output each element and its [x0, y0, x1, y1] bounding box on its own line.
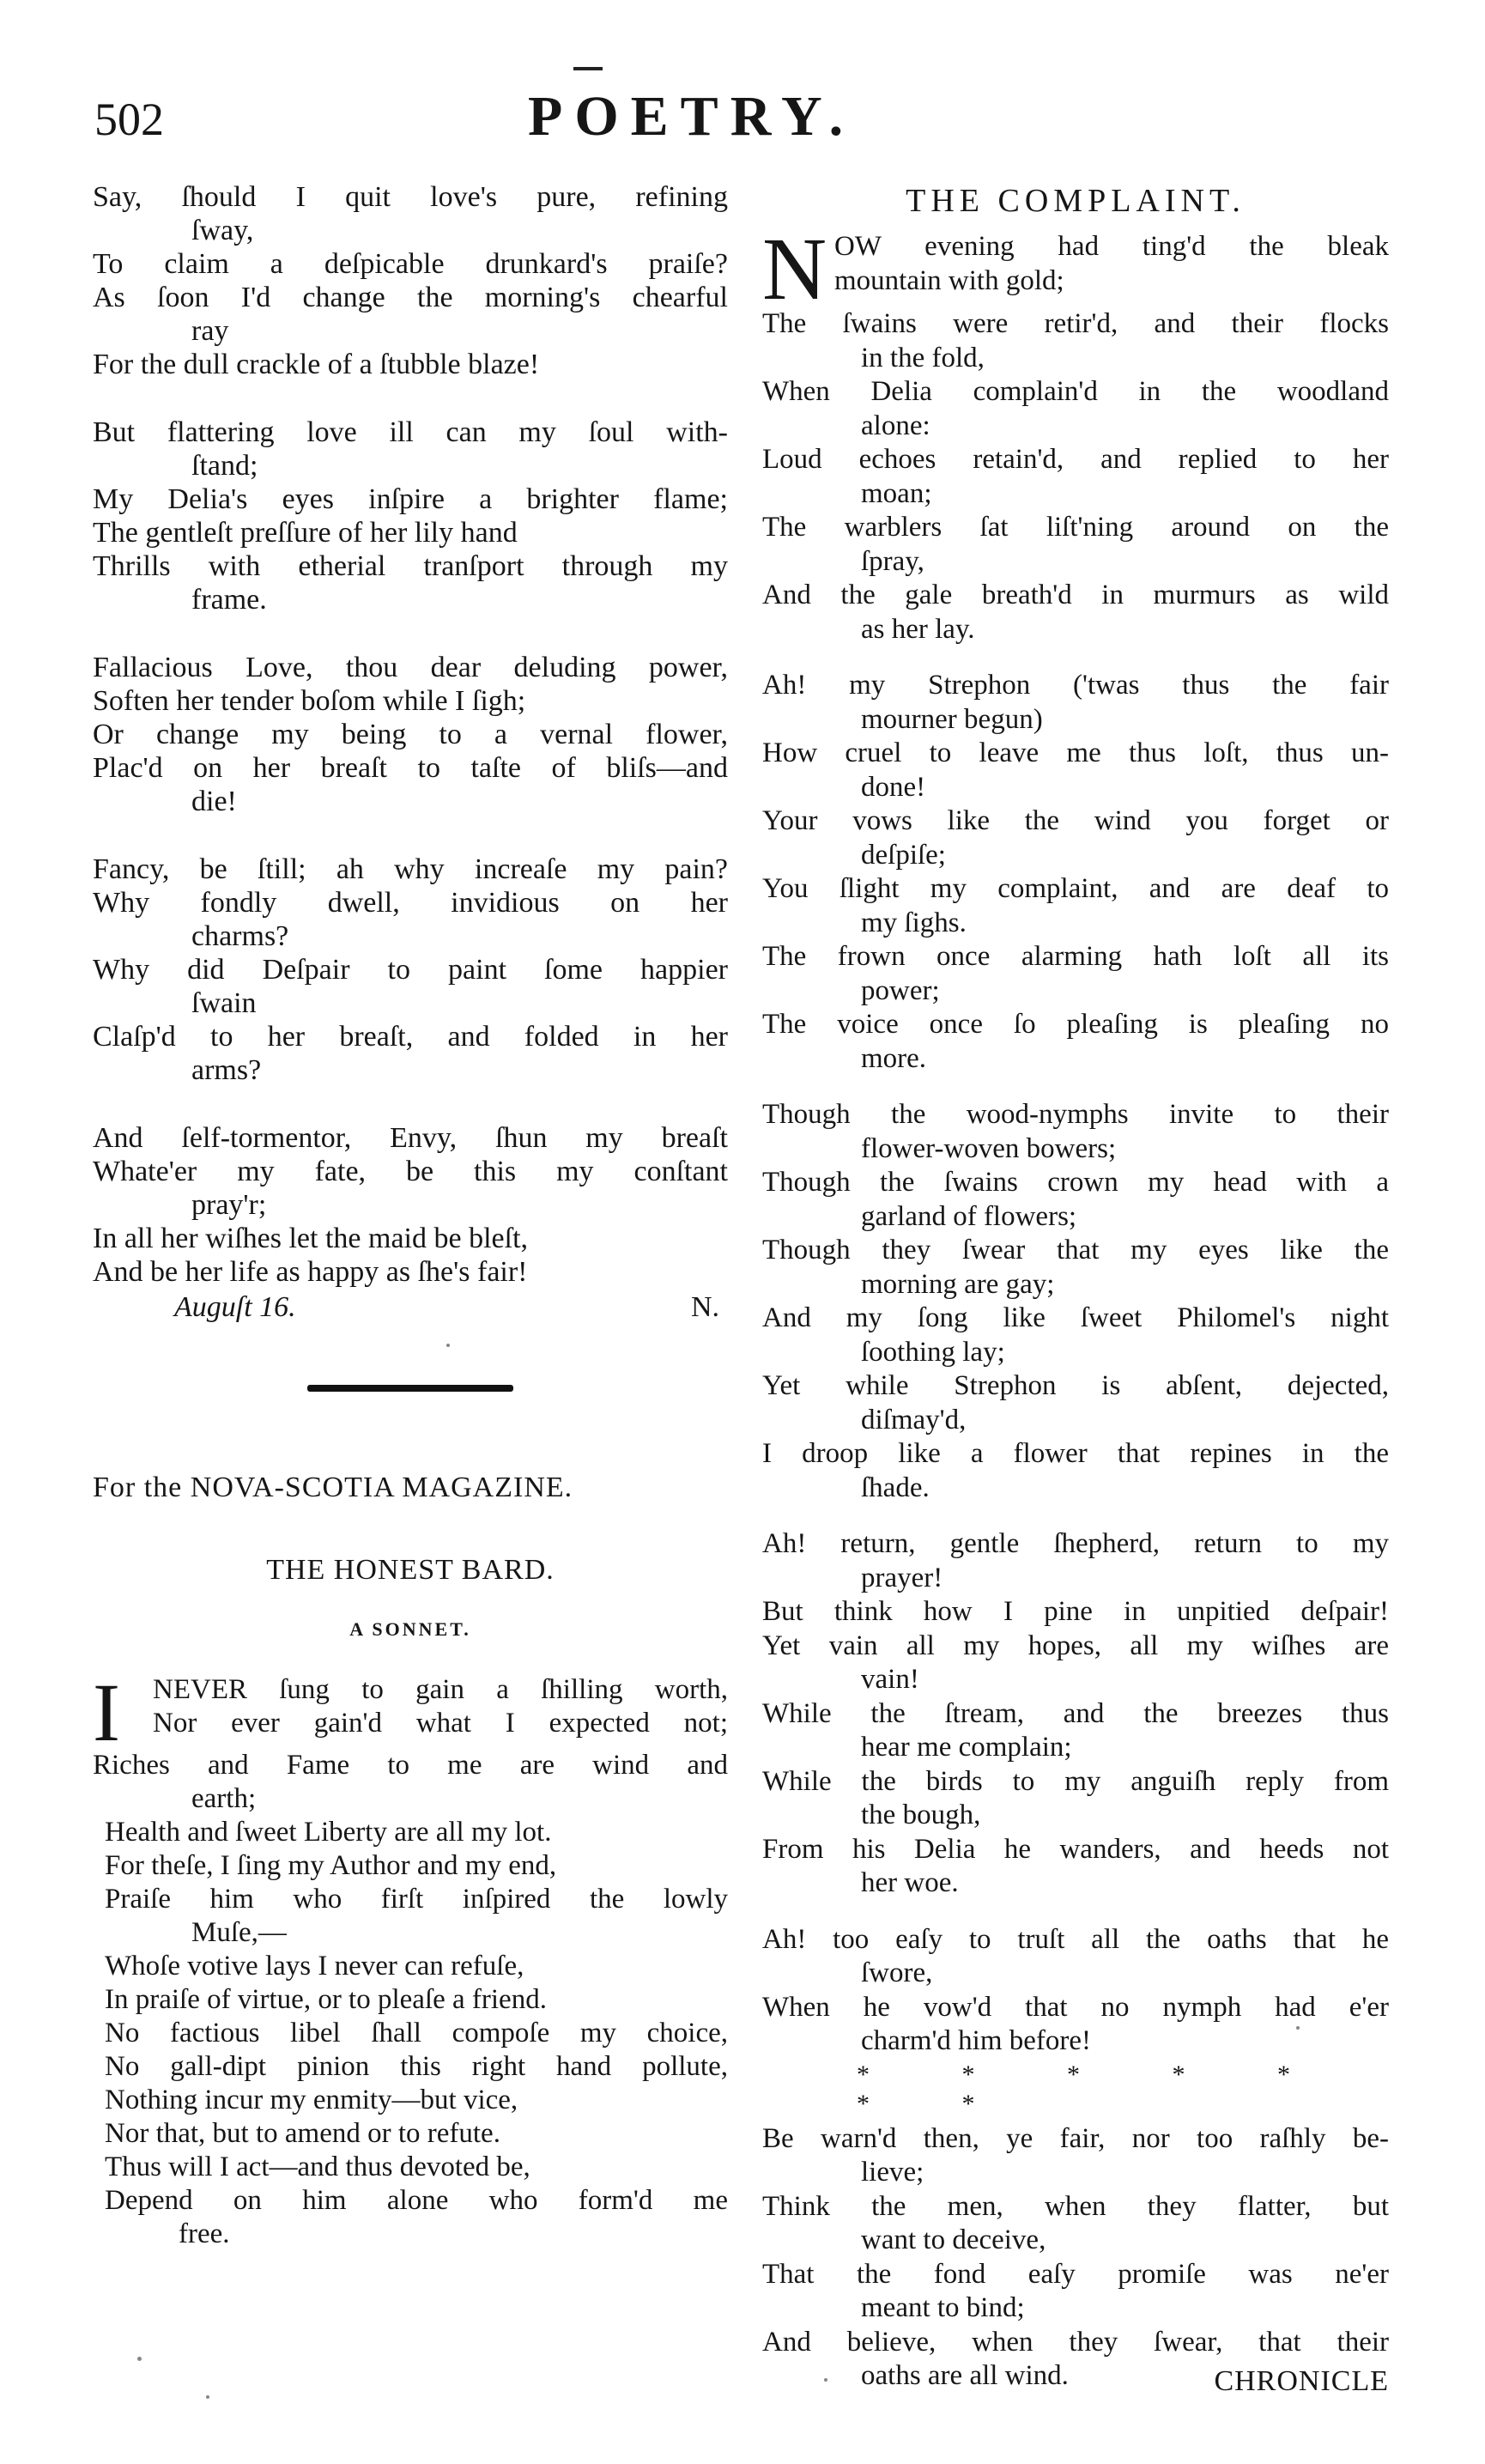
verse-line: Soften her tender boſom while I ſigh;: [93, 685, 526, 717]
verse-line: Ah! too eaſy to truſt all the oaths that he: [762, 1923, 1389, 1955]
signoff-date: Auguſt 16.: [174, 1291, 296, 1323]
verse-line: prayer!: [861, 1562, 943, 1593]
verse-line: Nor ever gain'd what I expected not;: [153, 1708, 728, 1739]
verse-line: ray: [191, 315, 229, 347]
verse-line: alone:: [861, 410, 930, 441]
section-divider-rule: [307, 1385, 513, 1392]
verse-line: From his Delia he wanders, and heeds not: [762, 1833, 1389, 1865]
asterism-separator: * * * * * * *: [857, 2060, 1333, 2118]
stanza: [93, 853, 728, 1087]
verse-line: earth;: [191, 1783, 257, 1814]
signoff: [93, 1290, 728, 1325]
verse-line: Muſe,—: [191, 1917, 287, 1948]
verse-line: hear me complain;: [861, 1732, 1072, 1763]
verse-line: To claim a deſpicable drunkard's praiſe?: [93, 248, 728, 280]
verse-line: pray'r;: [191, 1189, 267, 1221]
verse-line: Be warn'd then, ye fair, nor too raſhly be-: [762, 2122, 1389, 2154]
verse-line: For theſe, I ſing my Author and my end,: [105, 1850, 557, 1881]
verse-line: And the gale breath'd in murmurs as wild: [762, 580, 1389, 610]
page-number: 502: [94, 94, 164, 145]
verse-line: Depend on him alone who form'd me: [105, 2185, 728, 2216]
verse-line: Praiſe him who firſt inſpired the lowly: [105, 1884, 728, 1915]
verse-line: ſpray,: [861, 545, 924, 577]
verse-line: flower-woven bowers;: [861, 1132, 1117, 1164]
verse-line: die!: [191, 786, 237, 817]
verse-line: arms?: [191, 1054, 262, 1086]
verse-line: Thus will I act—and thus devoted be,: [105, 2151, 530, 2182]
verse-line: But flattering love ill can my ſoul with-: [93, 416, 728, 448]
verse-line: Fallacious Love, thou dear deluding power,: [93, 652, 728, 683]
verse-line: In all her wiſhes let the maid be bleſt,: [93, 1223, 529, 1254]
verse-line: the bough,: [861, 1799, 981, 1830]
verse-line: Or change my being to a vernal flower,: [93, 719, 728, 750]
stanza: [762, 220, 1389, 646]
stanza: [762, 2122, 1389, 2394]
ink-speck: [206, 2395, 209, 2399]
verse-line: Riches and Fame to me are wind and: [93, 1750, 728, 1781]
verse-line: moan;: [861, 477, 932, 509]
verse-line: No gall-dipt pinion this right hand pollute,: [105, 2051, 728, 2082]
verse-line: Though they ſwear that my eyes like the: [762, 1235, 1389, 1265]
ink-speck: [1296, 2026, 1300, 2030]
drop-cap: N: [762, 220, 827, 319]
poem-subtitle: A SONNET.: [349, 1618, 471, 1640]
section-heading: For the NOVA-SCOTIA MAGAZINE.: [93, 1472, 573, 1503]
verse-line: Claſp'd to her breaſt, and folded in her: [93, 1021, 728, 1053]
verse-line: For the dull crackle of a ſtubble blaze!: [93, 349, 540, 380]
verse-line: That the fond eaſy promiſe was ne'er: [762, 2258, 1389, 2290]
verse-line: frame.: [191, 584, 267, 616]
sonnet-body: [93, 1666, 728, 2251]
verse-line: more.: [861, 1042, 927, 1074]
verse-line: Say, ſhould I quit love's pure, refining: [93, 181, 728, 213]
verse-line: mourner begun): [861, 703, 1043, 735]
verse-line: OW evening had ting'd the bleak: [834, 231, 1389, 262]
verse-line: ſhade.: [861, 1472, 930, 1503]
ink-speck: [446, 1344, 450, 1347]
verse-line: want to deceive,: [861, 2224, 1046, 2255]
verse-line: Ah! return, gentle ſhepherd, return to my: [762, 1528, 1389, 1559]
verse-line: The warblers ſat liſt'ning around on the: [762, 512, 1389, 543]
verse-line: lieve;: [861, 2157, 924, 2188]
verse-line: mountain with gold;: [834, 264, 1064, 296]
signoff-initial: N.: [690, 1291, 719, 1323]
verse-line: ſwore,: [861, 1957, 933, 1988]
verse-line: oaths are all wind.: [861, 2360, 1069, 2391]
verse-line: The frown once alarming hath loſt all its: [762, 941, 1389, 972]
drop-cap: I: [93, 1666, 120, 1758]
verse-line: No factious libel ſhall compoſe my choice,: [105, 2018, 728, 2048]
verse-line: And believe, when they ſwear, that their: [762, 2326, 1389, 2358]
verse-line: garland of flowers;: [861, 1200, 1077, 1232]
verse-line: Thrills with etherial tranſport through my: [93, 550, 728, 582]
verse-line: Ah! my Strephon ('twas thus the fair: [762, 670, 1389, 701]
verse-line: Yet vain all my hopes, all my wiſhes are: [762, 1630, 1389, 1661]
poem-title: THE COMPLAINT.: [906, 183, 1246, 219]
verse-line: How cruel to leave me thus loſt, thus un-: [762, 737, 1389, 768]
verse-line: The gentleſt preſſure of her lily hand: [93, 517, 518, 549]
stanza: [762, 1098, 1389, 1505]
verse-line: My Delia's eyes inſpire a brighter flame;: [93, 483, 728, 515]
running-title: POETRY.: [528, 85, 856, 148]
verse-line: done!: [861, 771, 926, 803]
verse-line: In praiſe of virtue, or to pleaſe a friend.: [105, 1984, 547, 2015]
stanza: [762, 669, 1389, 1076]
verse-line: While the ſtream, and the breezes thus: [762, 1697, 1389, 1729]
verse-line: vain!: [861, 1664, 919, 1695]
running-header: [0, 0, 1485, 172]
verse-line: charms?: [191, 920, 289, 952]
verse-line: Why did Deſpair to paint ſome happier: [93, 954, 728, 986]
verse-line: As ſoon I'd change the morning's chearful: [93, 282, 728, 313]
verse-line: Though the wood-nymphs invite to their: [762, 1099, 1389, 1130]
verse-line: And my ſong like ſweet Philomel's night: [762, 1302, 1389, 1333]
verse-line: Nothing incur my enmity—but vice,: [105, 2085, 518, 2115]
verse-line: Your vows like the wind you forget or: [762, 805, 1389, 836]
verse-line: You ſlight my complaint, and are deaf to: [762, 873, 1389, 904]
stanza: [762, 1923, 1389, 2059]
verse-line: Though the ſwains crown my head with a: [762, 1167, 1389, 1198]
verse-line: Nor that, but to amend or to refute.: [105, 2118, 500, 2149]
verse-line: While the birds to my anguiſh reply from: [762, 1765, 1389, 1797]
verse-line: Health and ſweet Liberty are all my lot.: [105, 1817, 552, 1848]
verse-line: her woe.: [861, 1867, 959, 1898]
verse-line: ſtand;: [191, 450, 258, 482]
verse-line: The ſwains were retir'd, and their flocks: [762, 308, 1389, 339]
verse-line: ſwain: [191, 987, 257, 1019]
verse-line: ſway,: [191, 215, 254, 246]
stanza: [93, 651, 728, 818]
verse-line: And be her life as happy as ſhe's fair!: [93, 1256, 528, 1288]
left-column: [93, 180, 728, 2251]
verse-line: Yet while Strephon is abſent, dejected,: [762, 1370, 1389, 1401]
verse-line: The voice once ſo pleaſing is pleaſing no: [762, 1009, 1389, 1040]
right-column: [762, 180, 1389, 2394]
stanza: [93, 180, 728, 381]
verse-line: But think how I pine in unpitied deſpair!: [762, 1596, 1389, 1627]
verse-line: meant to bind;: [861, 2292, 1025, 2323]
verse-line: deſpiſe;: [861, 839, 946, 871]
verse-line: as her lay.: [861, 613, 975, 645]
verse-line: in the fold,: [861, 342, 985, 373]
verse-line: Whoſe votive lays I never can refuſe,: [105, 1951, 524, 1982]
verse-line: Think the men, when they flatter, but: [762, 2190, 1389, 2222]
verse-line: Whate'er my fate, be this my conſtant: [93, 1156, 728, 1187]
verse-line: free.: [179, 2218, 230, 2249]
verse-line: Loud echoes retain'd, and replied to her: [762, 444, 1389, 475]
stanza: [93, 416, 728, 616]
poem-title: THE HONEST BARD.: [266, 1554, 555, 1586]
verse-line: And ſelf-tormentor, Envy, ſhun my breaſt: [93, 1122, 728, 1154]
verse-line: When Delia complain'd in the woodland: [762, 376, 1389, 407]
header-dash: [573, 67, 603, 70]
verse-line: Fancy, be ſtill; ah why increaſe my pain?: [93, 853, 728, 885]
verse-line: ſoothing lay;: [861, 1336, 1005, 1368]
stanza: [762, 1527, 1389, 1901]
verse-line: Plac'd on her breaſt to taſte of bliſs—and: [93, 752, 728, 784]
verse-line: charm'd him before!: [861, 2025, 1091, 2056]
verse-line: morning are gay;: [861, 1268, 1055, 1300]
ink-speck: [824, 2378, 827, 2382]
verse-line: When he vow'd that no nymph had e'er: [762, 1991, 1389, 2023]
verse-line: NEVER ſung to gain a ſhilling worth,: [153, 1674, 728, 1705]
verse-line: I droop like a flower that repines in the: [762, 1438, 1389, 1469]
verse-line: diſmay'd,: [861, 1404, 967, 1435]
verse-line: power;: [861, 974, 940, 1006]
verse-line: my ſighs.: [861, 907, 967, 938]
stanza: [93, 1121, 728, 1289]
ink-speck: [137, 2357, 142, 2361]
catchword: CHRONICLE: [1214, 2365, 1389, 2397]
verse-line: Why fondly dwell, invidious on her: [93, 887, 728, 919]
